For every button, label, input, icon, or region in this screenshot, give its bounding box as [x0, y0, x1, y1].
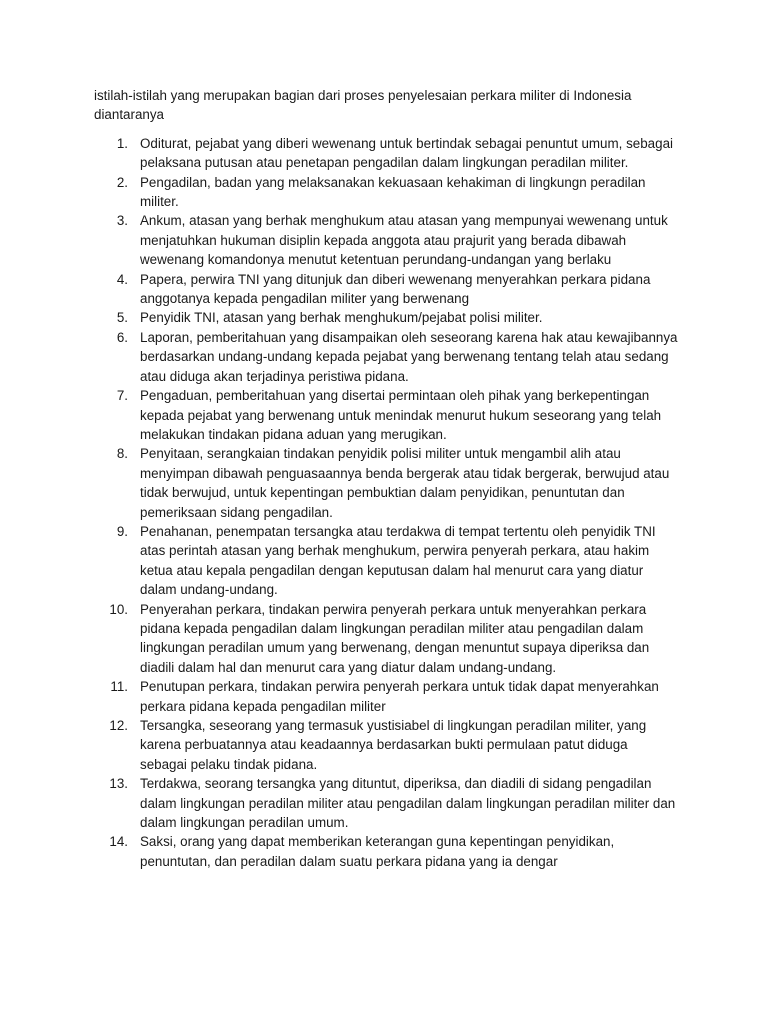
document-body [94, 86, 678, 871]
list-item-number: 6. [116, 329, 128, 345]
list-item-text: Ankum, atasan yang berhak menghukum atau atasan yang mempunyai wewenang untuk menjatuhkan hukuman disiplin kepada anggota atau prajurit yang berada dibawah wewenang komandonya menutut ketentuan perundang-undangan yang berlaku [140, 213, 668, 268]
list-item-number: 11. [110, 679, 128, 695]
list-item-text: Penyidik TNI, atasan yang berhak menghukum/pejabat polisi militer. [140, 310, 543, 326]
list-item-number: 3. [116, 213, 128, 229]
list-item-text: Papera, perwira TNI yang ditunjuk dan diberi wewenang menyerahkan perkara pidana anggotanya kepada pengadilan militer yang berwenang [140, 271, 651, 307]
intro-paragraph: istilah-istilah yang merupakan bagian dari proses penyelesaian perkara militer di Indonesia diantaranya [94, 88, 632, 123]
list-item-number: 14. [109, 834, 128, 850]
list-item-text: Saksi, orang yang dapat memberikan keterangan guna kepentingan penyidikan, penuntutan, dan peradilan dalam suatu perkara pidana yang ia dengar [140, 834, 615, 869]
list-item-number: 1. [116, 135, 128, 151]
list-item-text: Penahanan, penempatan tersangka atau terdakwa di tempat tertentu oleh penyidik TNI atas perintah atasan yang berhak menghukum, perwira penyerah perkara, atau hakim ketua atau kepala pengadilan dengan keputusan dalam hal menurut cara yang diatur dalam undang-undang. [140, 523, 656, 598]
definition-list [94, 134, 678, 871]
list-item-text: Laporan, pemberitahuan yang disampaikan oleh seseorang karena hak atau kewajibannya berdasarkan undang-undang kepada pejabat yang berwenang tentang telah atau sedang atau diduga akan terjadinya peristiwa pidana. [140, 329, 678, 384]
list-item [94, 600, 678, 678]
list-item-text: Oditurat, pejabat yang diberi wewenang untuk bertindak sebagai penuntut umum, sebagai pelaksana putusan atau penetapan pengadilan dalam lingkungan peradilan militer. [140, 135, 674, 171]
list-item-number: 12. [109, 718, 128, 733]
list-item [94, 677, 678, 716]
list-item [94, 270, 678, 309]
list-item-text: Terdakwa, seorang tersangka yang dituntut, diperiksa, dan diadili di sidang pengadilan dalam lingkungan peradilan militer atau pengadilan dalam lingkungan peradilan militer dan dalam lingkungan peradilan umum. [140, 776, 676, 831]
list-item-number: 9. [116, 523, 128, 539]
list-item-number: 5. [116, 310, 128, 326]
list-item [94, 308, 678, 327]
list-item-number: 2. [116, 174, 128, 190]
list-item [94, 444, 678, 522]
list-item-number: 4. [116, 271, 128, 287]
list-item-number: 13. [109, 776, 128, 792]
list-item [94, 211, 678, 269]
list-item-text: Tersangka, seseorang yang termasuk yustisiabel di lingkungan peradilan militer, yang karena perbuatannya atau keadaannya berdasarkan bukti permulaan patut diduga sebagai pelaku tindak pidana. [140, 718, 647, 772]
list-item [94, 173, 678, 212]
list-item [94, 522, 678, 600]
list-item-text: Penyitaan, serangkaian tindakan penyidik polisi militer untuk mengambil alih atau menyimpan dibawah penguasaannya benda bergerak atau tidak bergerak, berwujud atau tidak berwujud, untuk kepentingan pembuktian dalam penyidikan, penuntutan dan pemeriksaan sidang pengadilan. [140, 446, 670, 520]
list-item-text: Penutupan perkara, tindakan perwira penyerah perkara untuk tidak dapat menyerahkan perkara pidana kepada pengadilan militer [140, 679, 659, 714]
list-item-text: Pengadilan, badan yang melaksanakan kekuasaan kehakiman di lingkungn peradilan militer. [140, 174, 646, 210]
list-item [94, 832, 678, 871]
list-item [94, 716, 678, 774]
list-item [94, 134, 678, 173]
list-item-text: Pengaduan, pemberitahuan yang disertai permintaan oleh pihak yang berkepentingan kepada pejabat yang berwenang untuk menindak menurut hukum seseorang yang telah melakukan tindakan pidana aduan yang merugikan. [140, 388, 662, 442]
list-item-number: 8. [116, 446, 128, 462]
list-item [94, 328, 678, 386]
list-item-number: 7. [116, 388, 128, 404]
list-item [94, 386, 678, 444]
list-item-number: 10. [109, 601, 128, 617]
list-item [94, 774, 678, 832]
list-item-text: Penyerahan perkara, tindakan perwira penyerah perkara untuk menyerahkan perkara pidana kepada pengadilan dalam lingkungan peradilan militer atau pengadilan dalam lingkungan peradilan umum yang berwenang, dengan menuntut supaya diperiksa dan diadili dalam hal dan menurut cara yang diatur dalam undang-undang. [140, 601, 650, 675]
